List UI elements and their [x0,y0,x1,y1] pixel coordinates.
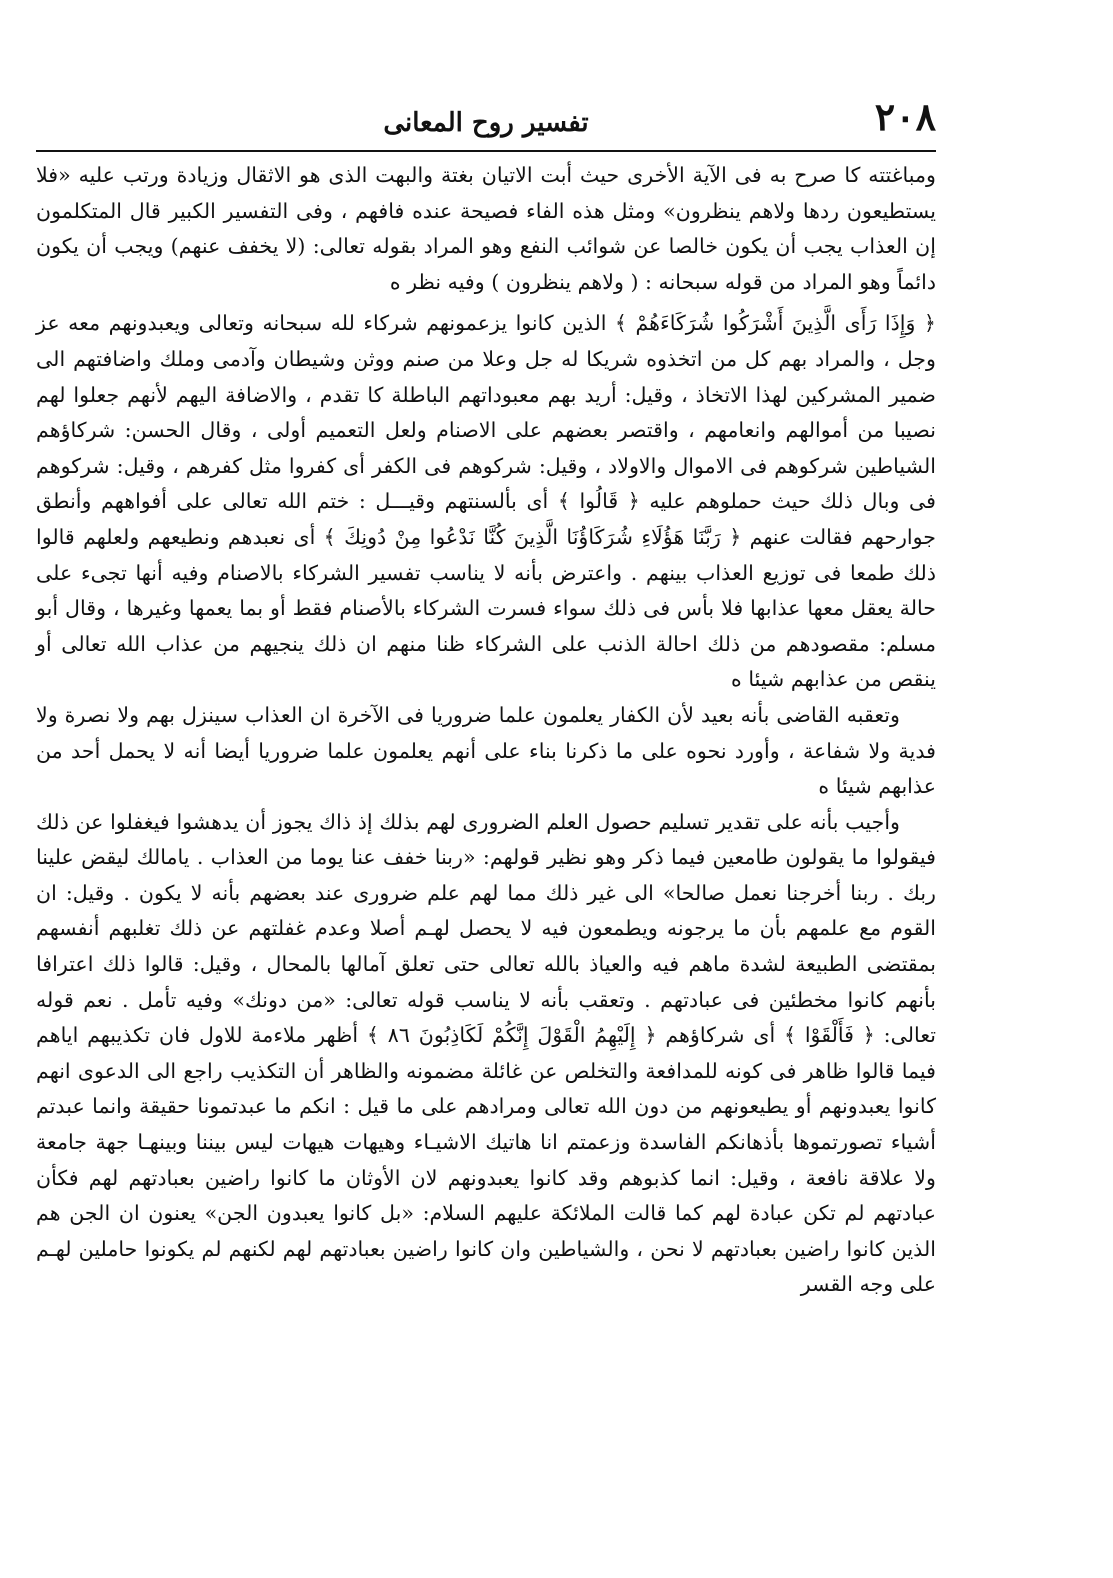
paragraph-3: وتعقبه القاضى بأنه بعيد لأن الكفار يعلمون علما ضروريا فى الآخرة ان العذاب سينزل بهم ولا نصرة ولا فدية ولا شفاعة ، وأورد نحوه على ما ذكرنا بناء على أنهم يعلمون علما ضروريا أيضا أنه لا يحمل أحد من عذابهم شيئا ه [36,702,936,799]
paragraph-1: ومباغتته كا صرح به فى الآية الأخرى حيث أبت الاتيان بغتة والبهت الذى هو الاثقال وزيادة ورتب عليه «فلا يستطيعون ردها ولاهم ينظرون» ومثل هذه الفاء فصيحة عنده فافهم ، وفى التفسير الكبير قال المتكلمون إن العذاب يجب أن يكون خالصا عن شوائب النفع وهو المراد بقوله تعالى: (لا يخفف عنهم) ويجب أن يكون دائماً وهو المراد من قوله سبحانه : ( ولاهم ينظرون ) وفيه نظر ه [36,163,936,294]
book-title: تفسير روح المعانى [383,108,589,138]
paragraph-4: وأجيب بأنه على تقدير تسليم حصول العلم الضرورى لهم بذلك إذ ذاك يجوز أن يدهشوا فيغفلوا عن ذلك فيقولوا ما يقولون طامعين فيما ذكر وهو نظير قولهم: «ربنا خفف عنا يوما من العذاب . يامالك ليقض علينا ربك . ربنا أخرجنا نعمل صالحا» الى غير ذلك مما لهم علم ضرورى عند بعضهم بأنه لا يكون . وقيل: ان القوم مع علمهم بأن ما يرجونه ويطمعون فيه لا يحصل لهـم أصلا وعدم غفلتهم عن ذلك تغلبهم أنفسهم بمقتضى الطبيعة لشدة ماهم فيه والعياذ بالله تعالى حتى تعلق آمالها بالمحال ، وقيل: قالوا ذلك اعترافا بأنهم كانوا مخطئين فى عبادتهم . وتعقب بأنه لا يناسب قوله تعالى: «من دونك» وفيه تأمل . نعم قوله تعالى: ﴿ فَأَلْقَوْا ﴾ أى شركاؤهم ﴿ إِلَيْهِمُ الْقَوْلَ إِنَّكُمْ لَكَاذِبُونَ ٨٦ ﴾ أظهر ملاءمة للاول فان تكذيبهم اياهم فيما قالوا ظاهر فى كونه للمدافعة والتخلص عن غائلة مضمونه والظاهر أن التكذيب راجع الى الدعوى انهم كانوا يعبدونهم أو يطيعونهم من دون الله تعالى ومرادهم على ما قيل : انكم ما عبدتمونا حقيقة وانما عبدتم أشياء تصورتموها بأذهانكم الفاسدة وزعمتم انا هاتيك الاشيـاء وهيهات هيهات ليس بيننا وبينهـا جهة جامعة ولا علاقة نافعة ، وقيل: انما كذبوهم وقد كانوا يعبدونهم لان الأوثان ما كانوا راضين بعبادتهم لهم فكأن عبادتهم لم تكن عبادة لهم كما قالت الملائكة عليهم السلام: «بل كانوا يعبدون الجن» يعنون ان الجن هم الذين كانوا راضين بعبادتهم لا نحن ، والشياطين وان كانوا راضين بعبادتهم لهم لكنهم لم يكونوا حاملين لهـم على وجه القسر [36,809,936,1297]
book-page [36,90,936,1530]
body-text [36,158,936,1303]
paragraph-2: ﴿ وَإِذَا رَأَى الَّذِينَ أَشْرَكُوا شُرَكَاءَهُمْ ﴾ الذين كانوا يزعمونهم شركاء لله سبحانه وتعالى ويعبدونهم معه عز وجل ، والمراد بهم كل من اتخذوه شريكا له جل وعلا من صنم ووثن وشيطان وآدمى وملك واضافتهم الى ضمير المشركين لهذا الاتخاذ ، وقيل: أريد بهم معبوداتهم الباطلة كا تقدم ، والاضافة اليهم لأنهم جعلوا لهم نصيبا من أموالهم وانعامهم ، واقتصر بعضهم على الاصنام ولعل التعميم أولى ، وقال الحسن: شركاؤهم الشياطين شركوهم فى الاموال والاولاد ، وقيل: شركوهم فى الكفر أى كفروا مثل كفرهم ، وقيل: شركوهم فى وبال ذلك حيث حملوهم عليه ﴿ قَالُوا ﴾ أى بألسنتهم وقيـــل : ختم الله تعالى على أفواههم وأنطق جوارحهم فقالت عنهم ﴿ رَبَّنَا هَؤُلَاءِ شُرَكَاؤُنَا الَّذِينَ كُنَّا نَدْعُوا مِنْ دُونِكَ ﴾ أى نعبدهم ونطيعهم ولعلهم قالوا ذلك طمعا فى توزيع العذاب بينهم . واعترض بأنه لا يناسب تفسير الشركاء بالاصنام وفيه أنها تجىء على حالة يعقل معها عذابها فلا بأس فى ذلك سواء فسرت الشركاء بالأصنام فقط أو بما يعمها وغيرها ، وقال أبو مسلم: مقصودهم من ذلك احالة الذنب على الشركاء ظنا منهم ان ذلك ينجيهم من عذاب الله تعالى أو ينقص من عذابهم شيئا ه [36,311,936,692]
page-header [36,90,936,152]
page-number: ٢٠٨ [874,94,936,139]
